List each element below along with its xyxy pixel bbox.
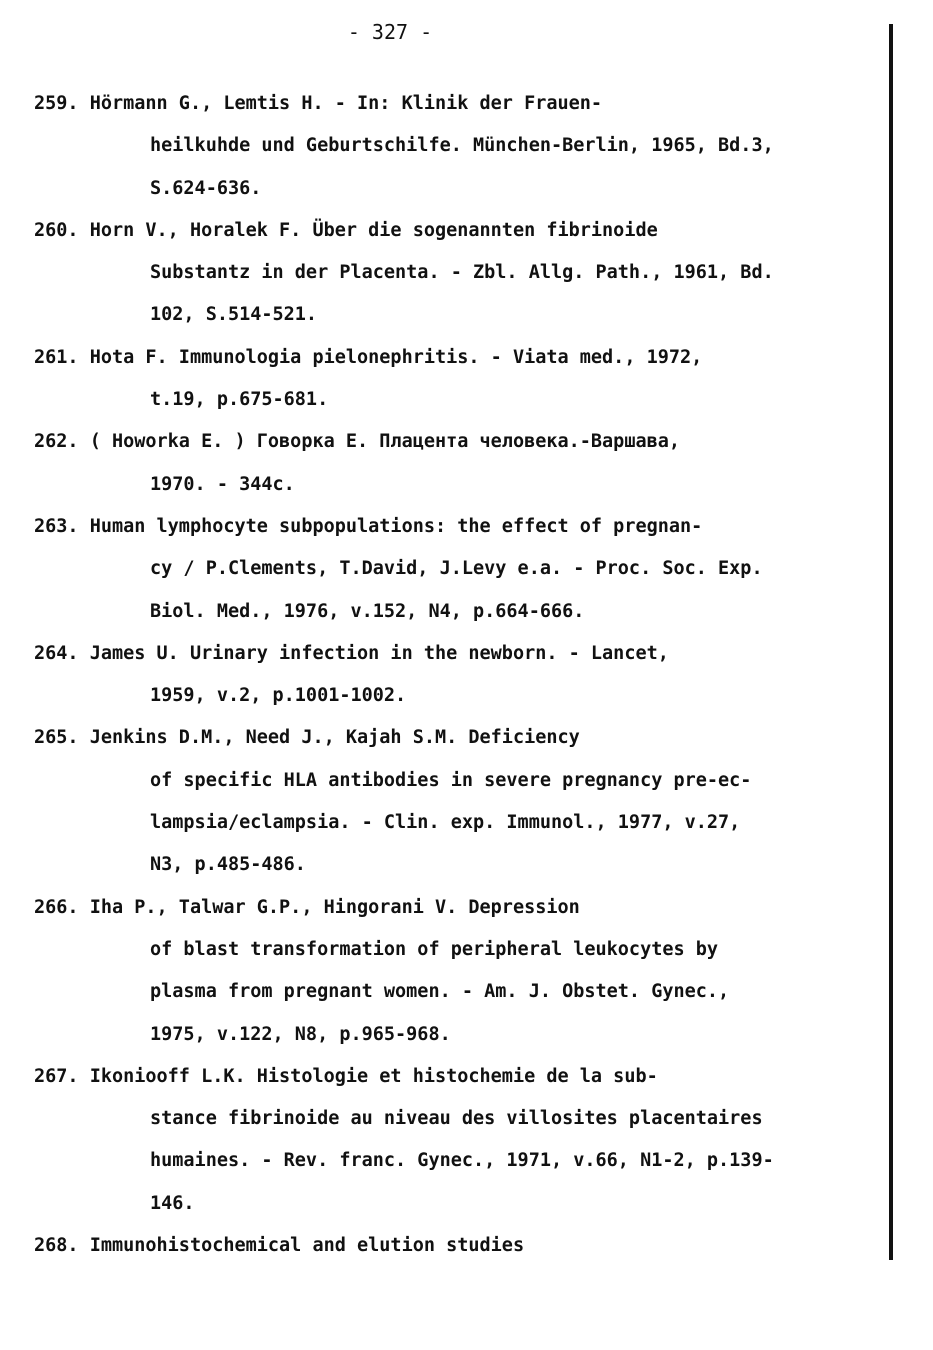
reference-number: 260. <box>34 219 79 241</box>
reference-item <box>34 210 874 337</box>
reference-number: 262. <box>34 431 79 453</box>
reference-line: humaines. - Rev. franc. Gynec., 1971, v.66, N1-2, p.139- <box>150 1150 774 1172</box>
reference-list <box>34 83 874 1267</box>
reference-line: lampsia/eclampsia. - Clin. exp. Immunol., 1977, v.27, <box>150 812 741 834</box>
page-number: - 327 - <box>347 20 433 44</box>
reference-item <box>34 717 874 886</box>
reference-line: Hörmann G., Lemtis H. - In: Klinik der Frauen- <box>89 93 603 114</box>
reference-item <box>34 337 874 422</box>
reference-line: Hota F. Immunologia pielonephritis. - Viata med., 1972, <box>89 346 703 368</box>
reference-line: Iha P., Talwar G.P., Hingorani V. Depression <box>89 896 580 918</box>
reference-line: Immunohistochemical and elution studies <box>89 1235 525 1257</box>
reference-line: 1970. - 344с. <box>150 473 295 495</box>
reference-number: 263. <box>34 515 79 537</box>
reference-line: heilkuhde und Geburtschilfe. München-Berlin, 1965, Bd.3, <box>150 135 774 157</box>
reference-line: Biol. Med., 1976, v.152, N4, p.664-666. <box>150 600 585 622</box>
reference-line: of blast transformation of peripheral leukocytes by <box>150 938 719 960</box>
reference-item <box>34 83 874 210</box>
reference-line: Jenkins D.M., Need J., Kajah S.M. Deficiency <box>89 727 580 749</box>
reference-line: 146. <box>150 1192 195 1214</box>
reference-line: cy / P.Clements, T.David, J.Levy e.a. - Proc. Soc. Exp. <box>150 558 763 580</box>
reference-line: Substantz in der Placenta. - Zbl. Allg. Path., 1961, Bd. <box>150 262 774 284</box>
reference-number: 264. <box>34 642 79 664</box>
reference-item <box>34 421 874 506</box>
reference-line: Horn V., Horalek F. Über die sogenannten fibrinoide <box>89 219 658 241</box>
reference-line: of specific HLA antibodies in severe pregnancy pre-ec- <box>150 769 752 791</box>
reference-line: Ikoniooff L.K. Histologie et histochemie de la sub- <box>89 1065 658 1087</box>
reference-line: plasma from pregnant women. - Am. J. Obstet. Gynec., <box>150 981 730 1003</box>
reference-number: 265. <box>34 727 79 749</box>
margin-rule <box>889 24 893 1260</box>
reference-line: stance fibrinoide au niveau des villosites placentaires <box>150 1108 763 1130</box>
reference-number: 267. <box>34 1065 79 1087</box>
reference-item <box>34 1225 874 1267</box>
reference-line: 1959, v.2, p.1001-1002. <box>150 685 407 707</box>
reference-line: S.624-636. <box>150 177 262 199</box>
reference-line: Human lymphocyte subpopulations: the effect of pregnan- <box>89 515 703 537</box>
reference-item <box>34 887 874 1056</box>
reference-line: 102, S.514-521. <box>150 304 318 326</box>
reference-line: N3, p.485-486. <box>150 854 306 876</box>
reference-line: t.19, p.675-681. <box>150 389 329 411</box>
reference-line: ( Howorka E. ) Говорка Е. Плацента человека.-Варшава, <box>89 431 681 453</box>
reference-line: 1975, v.122, N8, p.965-968. <box>150 1023 451 1045</box>
reference-number: 261. <box>34 346 79 368</box>
reference-item <box>34 633 874 718</box>
reference-number: 259. <box>34 93 79 114</box>
reference-item <box>34 506 874 633</box>
reference-number: 268. <box>34 1235 79 1257</box>
reference-item <box>34 1056 874 1225</box>
reference-number: 266. <box>34 896 79 918</box>
reference-line: James U. Urinary infection in the newborn. - Lancet, <box>89 642 669 664</box>
